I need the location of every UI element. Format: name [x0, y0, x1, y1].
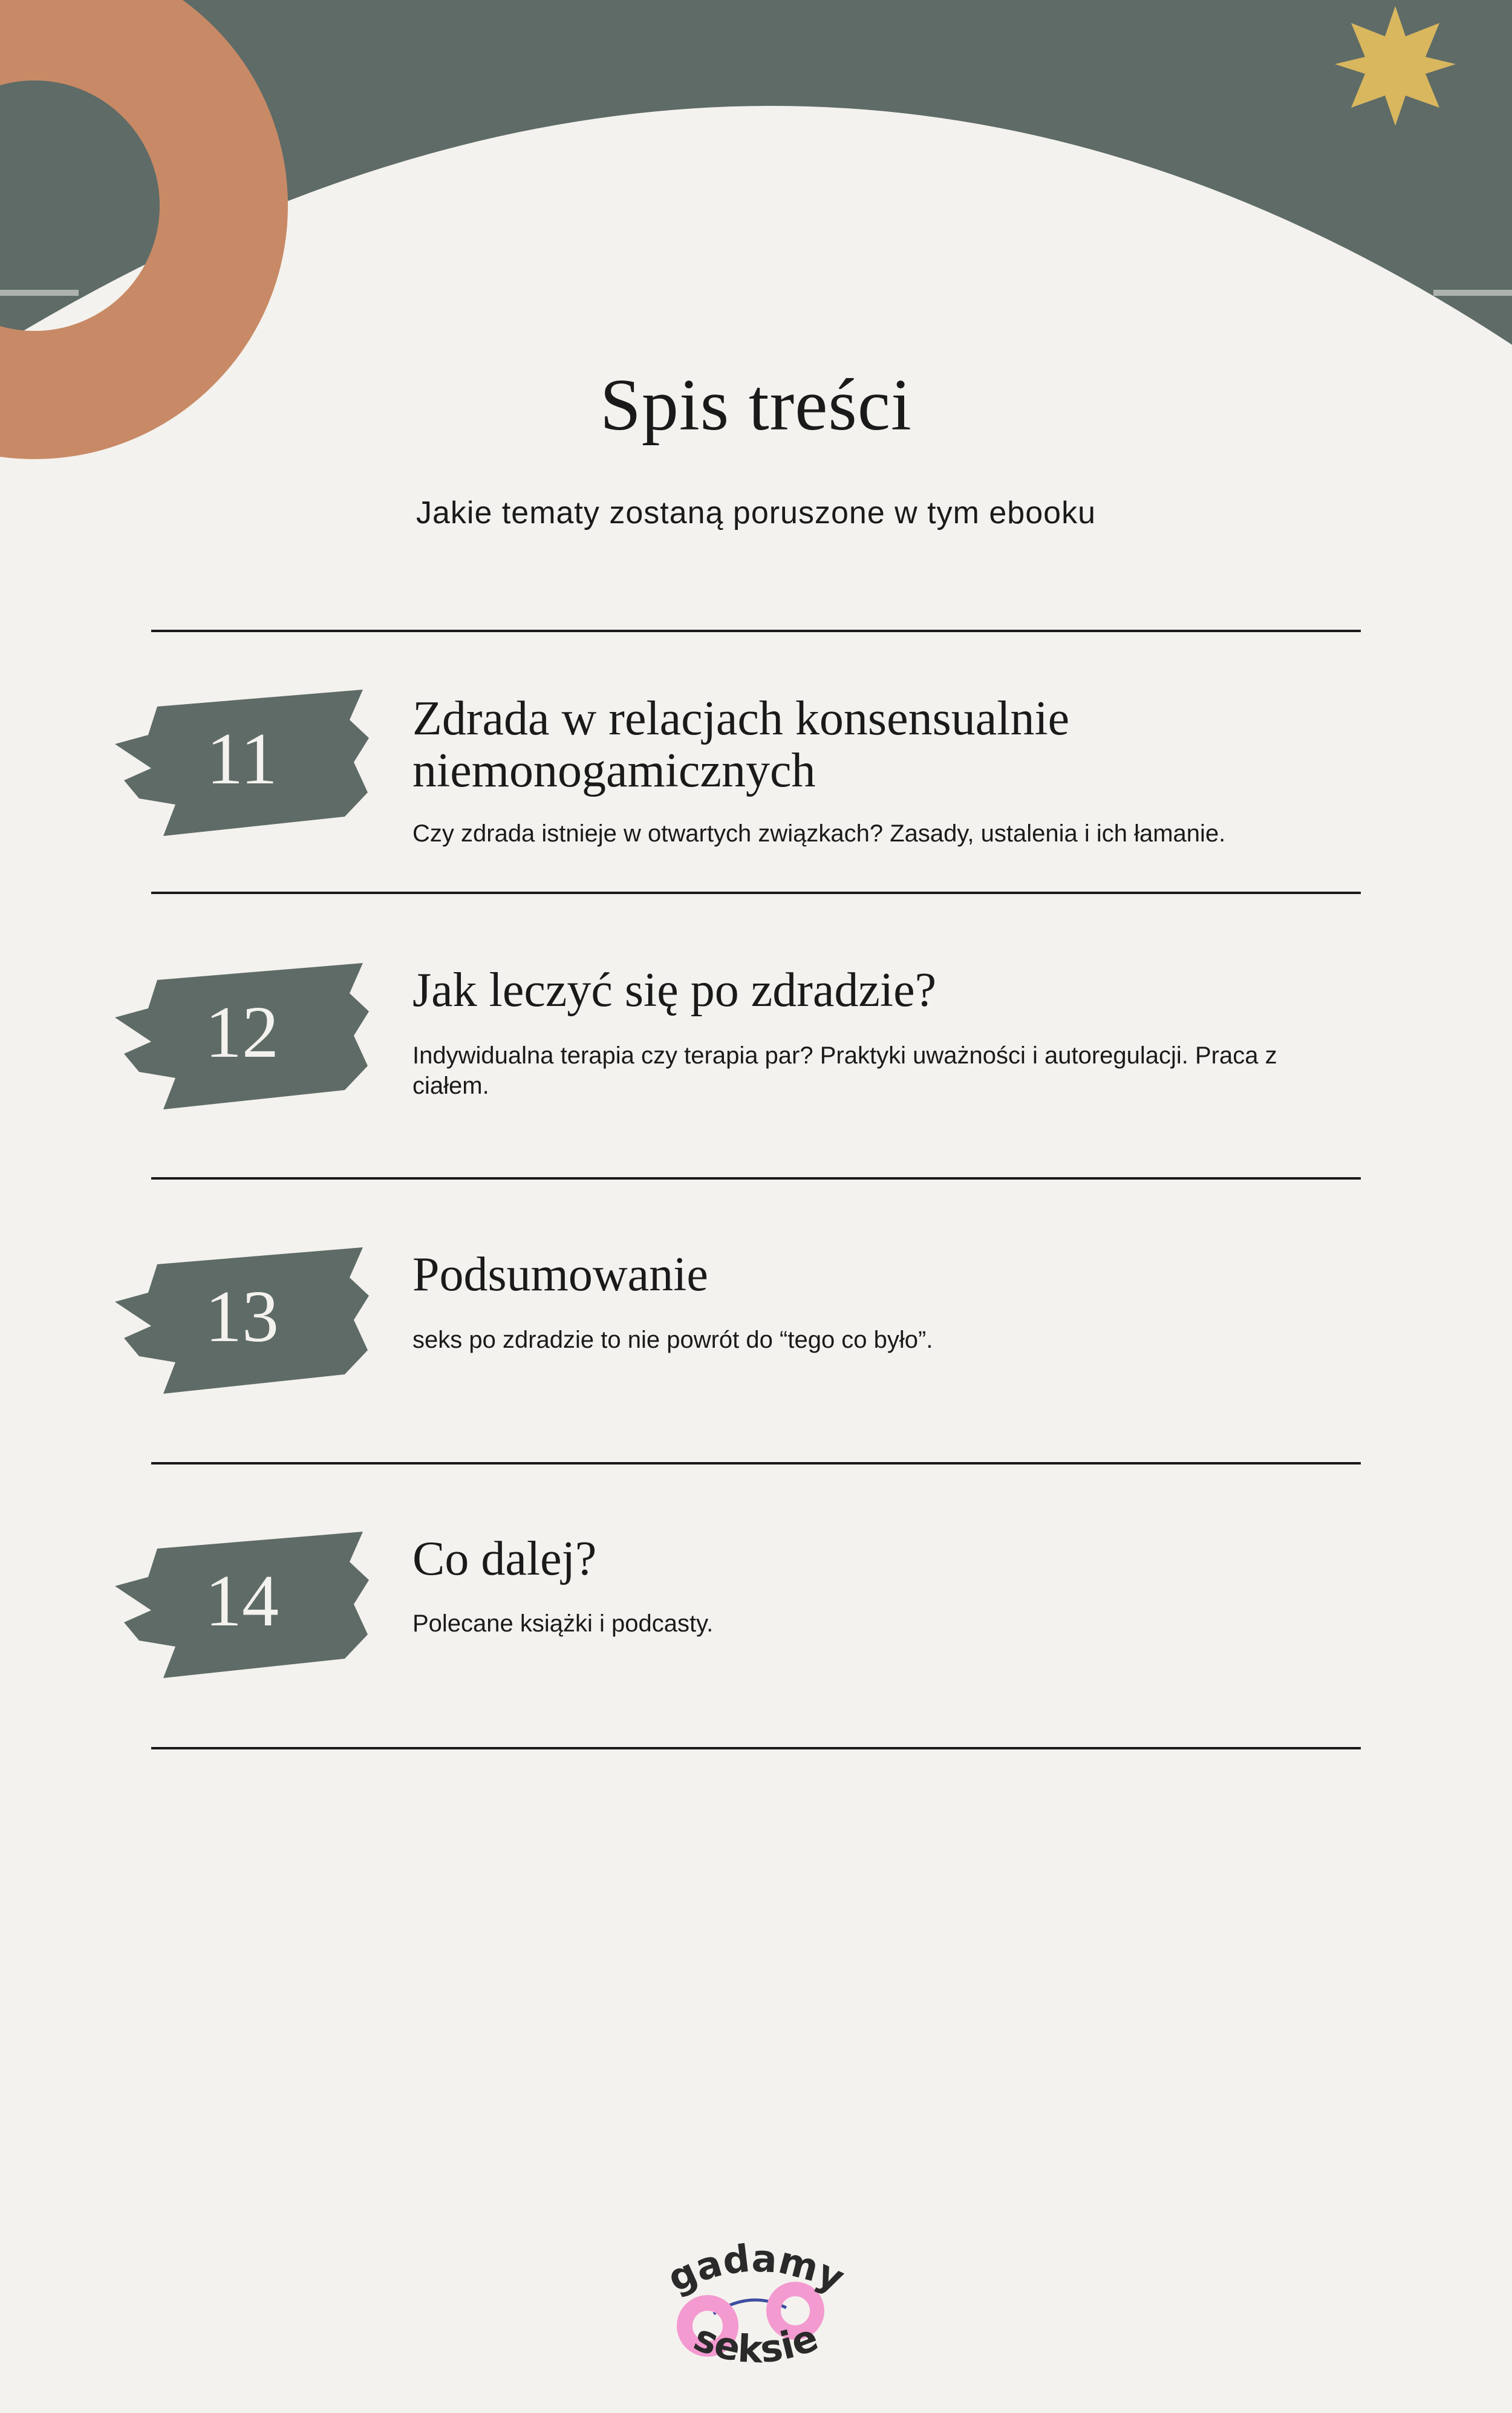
- divider: [151, 892, 1361, 894]
- item-number: 11: [206, 718, 278, 800]
- logo-text-bottom: [688, 2315, 824, 2372]
- page-title: Spis treści: [600, 364, 912, 446]
- item-number: 14: [205, 1560, 279, 1642]
- item-title[interactable]: Zdrada w relacjach konsensualnie niemonogamicznych: [412, 692, 1070, 797]
- item-description: Indywidualna terapia czy terapia par? Praktyki uważności i autoregulacji. Praca z ciałem.: [412, 1042, 1277, 1099]
- item-title[interactable]: Podsumowanie: [412, 1248, 708, 1301]
- item-title[interactable]: Co dalej?: [412, 1532, 597, 1585]
- divider: [151, 1177, 1361, 1180]
- arch-thin-line-left: [0, 290, 79, 296]
- item-description: seks po zdradzie to nie powrót do “tego co było”.: [412, 1327, 933, 1353]
- item-number: 13: [205, 1276, 279, 1357]
- divider: [151, 1462, 1361, 1464]
- divider: [151, 630, 1361, 632]
- arch-thin-line-right: [1433, 290, 1512, 296]
- logo-text-top: gadamy: [661, 2236, 852, 2301]
- item-description: Czy zdrada istnieje w otwartych związkach? Zasady, ustalenia i ich łamanie.: [412, 820, 1226, 847]
- divider: [151, 1747, 1361, 1749]
- logo: [635, 2232, 877, 2389]
- logo-text-bottom-path: seksie: [688, 2314, 824, 2372]
- item-description: Polecane książki i podcasty.: [412, 1610, 714, 1637]
- item-number: 12: [205, 991, 279, 1073]
- page-subtitle: Jakie tematy zostaną poruszone w tym ebooku: [415, 495, 1096, 531]
- item-title[interactable]: Jak leczyć się po zdradzie?: [412, 964, 937, 1017]
